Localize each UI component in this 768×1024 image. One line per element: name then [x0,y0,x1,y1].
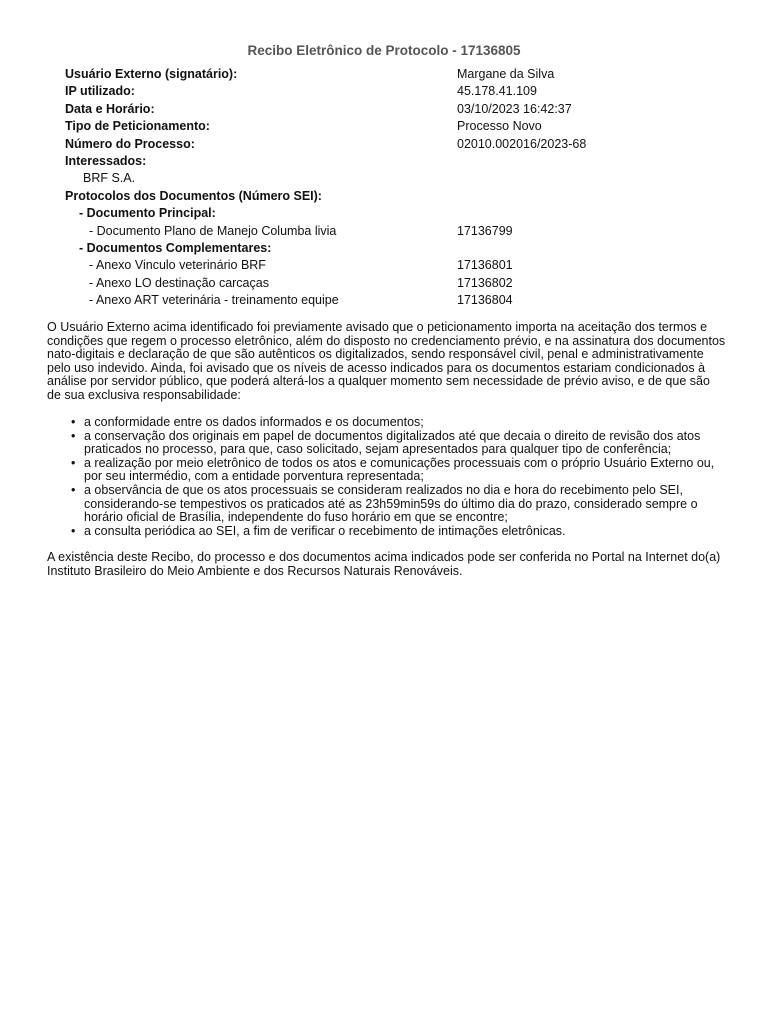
complementares-heading: - Documentos Complementares: [79,240,272,255]
complementares-heading-row [65,240,715,257]
list-item [47,416,727,430]
list-item-text: a conservação dos originais em papel de documentos digitalizados até que decaia o direito de revisão dos atos praticados no processo, para que, caso solicitado, sejam apresentados para qualquer tipo de conferência; [84,428,701,457]
field-label: Data e Horário: [65,101,155,116]
document-number: 17136801 [457,258,513,273]
document-row [65,292,715,309]
verification-paragraph: A existência deste Recibo, do processo e dos documentos acima indicados pode ser conferida no Portal na Internet do(a) Instituto Brasileiro do Meio Ambiente e dos Recursos Naturais Renováveis. [47,550,721,578]
field-row-datetime [65,101,715,118]
terms-paragraph: O Usuário Externo acima identificado foi previamente avisado que o peticionamento importa na aceitação dos termos e condições que regem o processo eletrônico, além do disposto no credenciamento prévio, e na assinatura dos documentos nato-digitais e declaração de que são autênticos os digitalizados, sendo responsável civil, penal e administrativamente pelo uso indevido. Ainda, foi avisado que os níveis de acesso indicados para os documentos estariam condicionados à análise por servidor público, que poderá alterá-los a qualquer momento sem necessidade de prévio aviso, e de que são de sua exclusiva responsabilidade: [47,320,726,402]
interessado-row [65,170,715,187]
list-item [47,430,727,457]
field-value: 03/10/2023 16:42:37 [457,101,572,116]
document-name: - Anexo LO destinação carcaças [89,275,269,290]
field-label: Usuário Externo (signatário): [65,67,238,81]
bullet-icon: • [71,415,76,429]
list-item [47,484,727,525]
document-name: - Documento Plano de Manejo Columba livia [89,223,337,238]
interessados-heading-row [65,153,715,170]
interessados-heading: Interessados: [65,153,147,168]
list-item-text: a realização por meio eletrônico de todos os atos e comunicações processuais com o próprio Usuário Externo ou, por seu intermédio, com a entidade porventura representada; [84,455,715,484]
list-item [47,457,727,484]
field-row-signatario [65,66,715,83]
field-label: Tipo de Peticionamento: [65,119,210,134]
bullet-icon: • [71,482,76,497]
principal-heading: - Documento Principal: [79,206,216,221]
document-row [65,257,715,274]
protocolos-heading: Protocolos dos Documentos (Número SEI): [65,188,322,203]
document-number: 17136802 [457,275,513,290]
field-label: Número do Processo: [65,136,195,151]
list-item-text: a consulta periódica ao SEI, a fim de verificar o recebimento de intimações eletrônicas. [84,523,566,538]
document-row [65,275,715,292]
protocolos-heading-row [65,188,715,205]
document-name: - Anexo ART veterinária - treinamento equipe [89,293,339,308]
field-row-processo [65,136,715,153]
document-number: 17136799 [457,223,513,238]
document-title: Recibo Eletrônico de Protocolo - 17136805 [247,43,521,58]
list-item-text: a conformidade entre os dados informados e os documentos; [84,415,424,429]
info-block [65,66,715,309]
bullet-icon: • [71,428,76,443]
document-number: 17136804 [457,293,513,308]
field-value: Margane da Silva [457,67,555,81]
field-row-ip [65,83,715,100]
field-row-tipo [65,118,715,135]
document-name: - Anexo Vinculo veterinário BRF [89,258,266,273]
document-row [65,223,715,240]
field-value: 45.178.41.109 [457,84,537,99]
field-value: 02010.002016/2023-68 [457,136,587,151]
list-item [47,525,727,539]
principal-heading-row [65,205,715,222]
responsibility-list [47,416,727,538]
field-value: Processo Novo [457,119,542,134]
bullet-icon: • [71,455,76,470]
bullet-icon: • [71,523,76,538]
list-item-text: a observância de que os atos processuais se consideram realizados no dia e hora do recebimento pelo SEI, considerando-se tempestivos os praticados até as 23h59min59s do último dia do prazo, considerado sempre o horário oficial de Brasília, independente do fuso horário em que se encontre; [84,482,698,525]
interessado-name: BRF S.A. [83,171,136,186]
field-label: IP utilizado: [65,84,135,99]
